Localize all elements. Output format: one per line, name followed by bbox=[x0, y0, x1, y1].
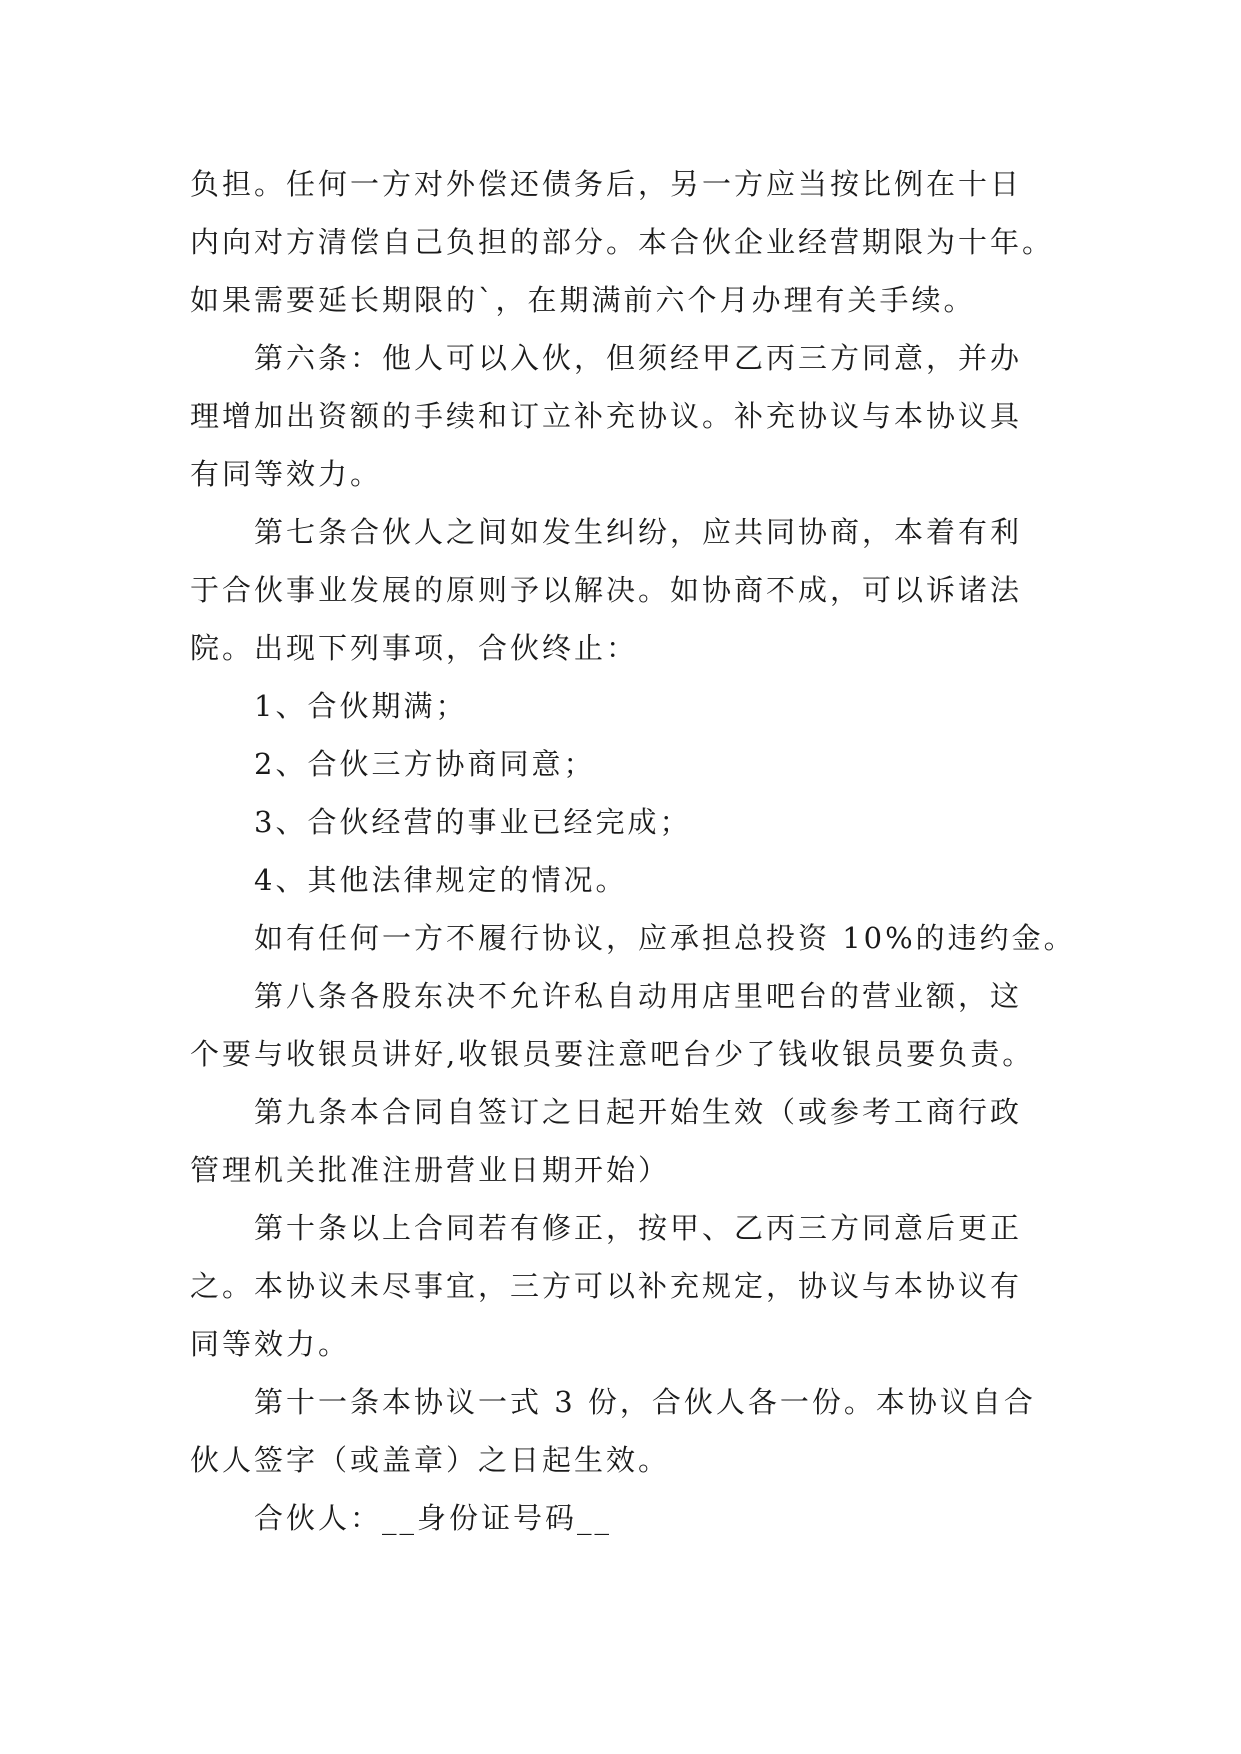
document-body bbox=[190, 155, 1090, 1547]
clause-9-line: 第九条本合同自签订之日起开始生效（或参考工商行政 bbox=[254, 1095, 1023, 1129]
text-line: 于合伙事业发展的原则予以解决。如协商不成，可以诉诸法 bbox=[190, 573, 1023, 607]
text-line: 同等效力。 bbox=[190, 1327, 351, 1361]
text-line: 管理机关批准注册营业日期开始） bbox=[190, 1153, 671, 1187]
list-item: 3、合伙经营的事业已经完成； bbox=[254, 805, 692, 839]
text-line: 院。出现下列事项，合伙终止： bbox=[190, 631, 639, 665]
list-item: 4、其他法律规定的情况。 bbox=[254, 863, 628, 897]
clause-10-line: 第十条以上合同若有修正，按甲、乙丙三方同意后更正 bbox=[254, 1211, 1023, 1245]
list-item: 2、合伙三方协商同意； bbox=[254, 747, 596, 781]
text-line: 之。本协议未尽事宜，三方可以补充规定，协议与本协议有 bbox=[190, 1269, 1023, 1303]
clause-8-line: 第八条各股东决不允许私自动用店里吧台的营业额，这 bbox=[254, 979, 1023, 1013]
text-line: 内向对方清偿自己负担的部分。本合伙企业经营期限为十年。 bbox=[190, 225, 1055, 259]
text-line: 负担。任何一方对外偿还债务后，另一方应当按比例在十日 bbox=[190, 167, 1023, 201]
clause-6-line: 第六条：他人可以入伙，但须经甲乙丙三方同意，并办 bbox=[254, 341, 1023, 375]
clause-7-line: 第七条合伙人之间如发生纠纷，应共同协商，本着有利 bbox=[254, 515, 1023, 549]
penalty-line: 如有任何一方不履行协议，应承担总投资 10%的违约金。 bbox=[254, 921, 1076, 955]
text-line: 理增加出资额的手续和订立补充协议。补充协议与本协议具 bbox=[190, 399, 1023, 433]
text-line: 如果需要延长期限的`，在期满前六个月办理有关手续。 bbox=[190, 283, 976, 317]
text-line: 个要与收银员讲好,收银员要注意吧台少了钱收银员要负责。 bbox=[190, 1037, 1035, 1071]
list-item: 1、合伙期满； bbox=[254, 689, 468, 723]
text-line: 有同等效力。 bbox=[190, 457, 383, 491]
text-line: 伙人签字（或盖章）之日起生效。 bbox=[190, 1443, 671, 1477]
clause-11-line: 第十一条本协议一式 3 份，合伙人各一份。本协议自合 bbox=[254, 1385, 1036, 1419]
signature-line: 合伙人：__身份证号码__ bbox=[254, 1501, 613, 1535]
